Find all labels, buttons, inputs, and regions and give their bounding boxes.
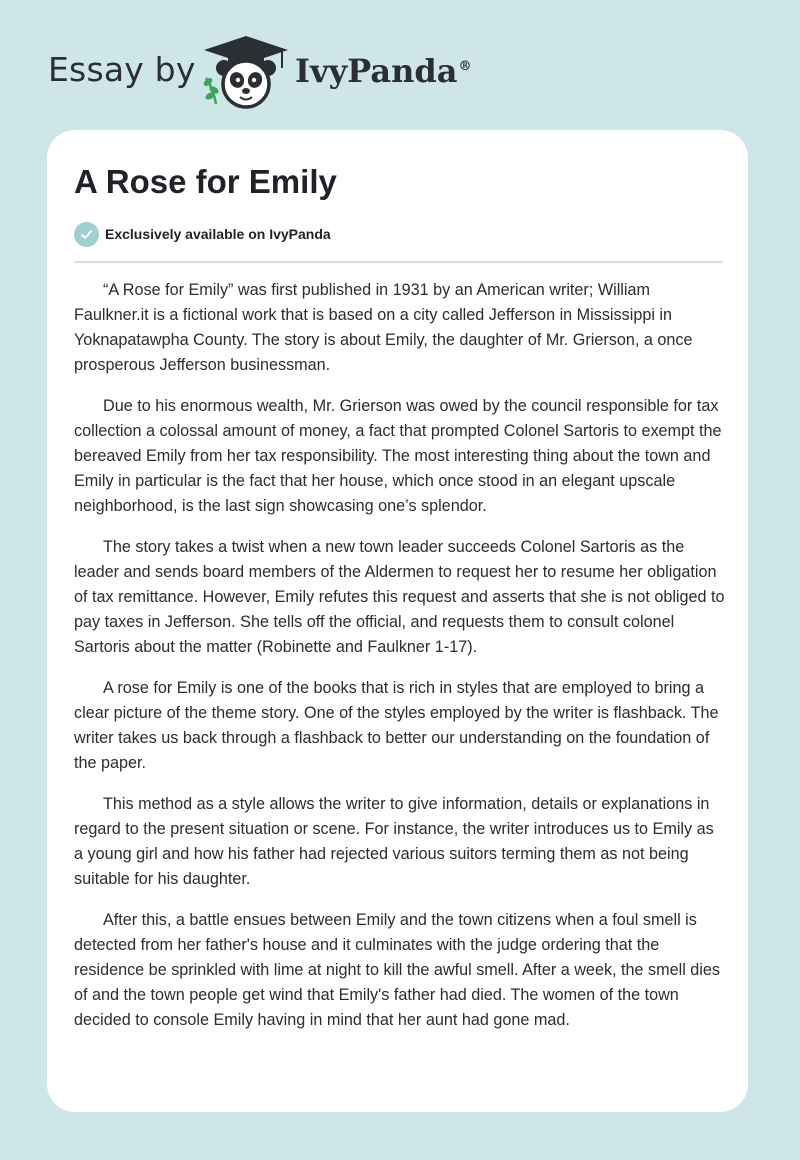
registered-mark: ®: [458, 59, 472, 75]
exclusive-label: Exclusively available on IvyPanda: [105, 226, 331, 242]
paragraph: The story takes a twist when a new town leader succeeds Colonel Sartoris as the leader and sends board members of the Aldermen to request her to resume her obligation of tax remittance. However, Emily refutes this request and asserts that she is not obliged to pay taxes in Jefferson. She tells off the official, and requests them to consult colonel Sartoris about the matter (Robinette and Faulkner 1-17).: [74, 538, 725, 656]
essay-card: [47, 130, 748, 1112]
paragraph: After this, a battle ensues between Emily and the town citizens when a foul smell is detected from her father's house and it culminates with the judge ordering that the residence be sprinkled with lime at night to kill the awful smell. After a week, the smell dies of and the town people get wind that Emily's father had died. The women of the town decided to console Emily having in mind that her aunt had gone mad.: [74, 911, 720, 1029]
paragraph: Due to his enormous wealth, Mr. Grierson was owed by the council responsible for tax collection a colossal amount of money, a fact that prompted Colonel Sartoris to exempt the bereaved Emily from her tax responsibility. The most interesting thing about the town and Emily in particular is the fact that her house, which once stood in an elegant upscale neighborhood, is the last sign showcasing one’s splendor.: [74, 397, 722, 515]
paragraph: A rose for Emily is one of the books that is rich in styles that are employed to bring a clear picture of the theme story. One of the styles employed by the writer is flashback. The writer takes us back through a flashback to better our understanding on the foundation of the paper.: [74, 679, 719, 772]
check-circle-icon: [74, 222, 99, 247]
brand-name[interactable]: IvyPanda®: [295, 52, 472, 90]
panda-graduate-logo-icon[interactable]: [200, 34, 292, 110]
essay-by-label: Essay by: [48, 50, 196, 89]
paragraph: This method as a style allows the writer to give information, details or explanations in regard to the present situation or scene. For instance, the writer introduces us to Emily as a young girl and how his father had rejected various suitors terming them as not being suitable for his daughter.: [74, 795, 714, 888]
page-title: A Rose for Emily: [74, 163, 337, 200]
paragraph: “A Rose for Emily” was first published in 1931 by an American writer; William Faulkner.it is a fictional work that is based on a city called Jefferson in Mississippi in Yoknapatawpha County. The story is about Emily, the daughter of Mr. Grierson, a once prosperous Jefferson businessman.: [74, 281, 693, 374]
exclusive-badge: [74, 221, 331, 247]
essay-body: [74, 278, 726, 1049]
divider: [74, 261, 723, 263]
site-header: [0, 0, 800, 130]
